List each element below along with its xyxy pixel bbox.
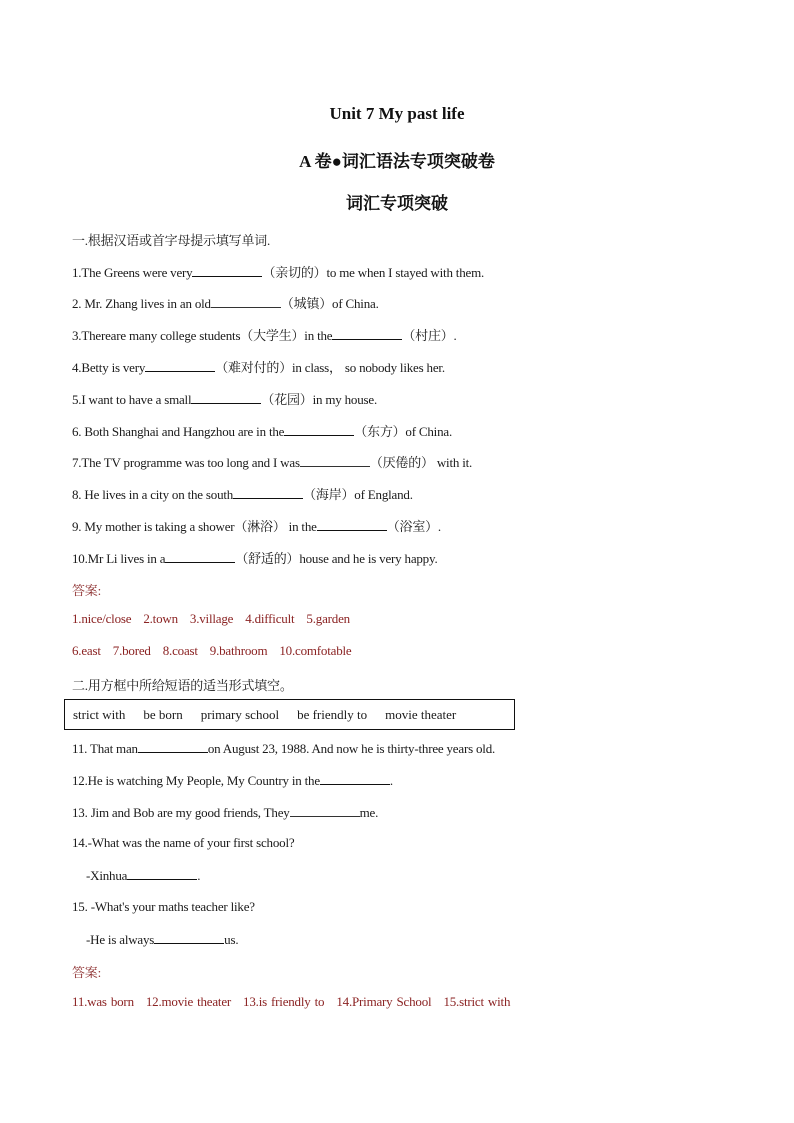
question-text: me. xyxy=(359,805,379,820)
question-11 xyxy=(72,740,495,757)
part1-instruction: 一.根据汉语或首字母提示填写单词. xyxy=(72,233,271,248)
question-text: 13. Jim and Bob are my good friends, They xyxy=(72,805,290,820)
answer-item: 13.is friendly to xyxy=(243,994,325,1009)
question-text: us. xyxy=(224,932,239,947)
answer-blank[interactable] xyxy=(317,518,387,531)
answer-blank[interactable] xyxy=(165,550,235,563)
phrase-item: strict with xyxy=(73,706,126,722)
part2-instruction: 二.用方框中所给短语的适当形式填空。 xyxy=(72,678,293,693)
answer-item: 12.movie theater xyxy=(145,994,232,1009)
question-text: 12.He is watching My People, My Country in the xyxy=(72,773,320,788)
question-2 xyxy=(72,293,379,312)
answer-item: 2.town xyxy=(143,611,178,626)
question-text: -He is always xyxy=(86,932,155,947)
answer-blank[interactable] xyxy=(145,359,215,372)
question-14-response xyxy=(86,867,200,884)
question-12 xyxy=(72,772,393,789)
answer-blank[interactable] xyxy=(138,740,208,753)
phrase-item: movie theater xyxy=(385,706,457,722)
question-1 xyxy=(72,262,484,281)
question-text: 3.Thereare many college students（大学生）in the xyxy=(72,328,333,343)
phrase-item: be born xyxy=(143,706,183,722)
question-text: （花园）in my house. xyxy=(261,392,377,407)
question-text: 9. My mother is taking a shower（淋浴） in the xyxy=(72,519,317,534)
question-4 xyxy=(72,357,445,376)
answer-item: 7.bored xyxy=(112,643,151,658)
answer-item: 4.difficult xyxy=(245,611,295,626)
question-text: （舒适的）house and he is very happy. xyxy=(235,551,438,566)
question-text: 1.The Greens were very xyxy=(72,265,193,280)
question-13 xyxy=(72,804,378,821)
answer-item: 9.bathroom xyxy=(209,643,268,658)
answer-item: 1.nice/close xyxy=(72,611,132,626)
question-text: 6. Both Shanghai and Hangzhou are in the xyxy=(72,424,285,439)
question-9 xyxy=(72,516,441,535)
answer-label: 答案: xyxy=(72,965,102,980)
question-text: （难对付的）in class， so nobody likes her. xyxy=(215,360,445,375)
question-text: 10.Mr Li lives in a xyxy=(72,551,166,566)
answers-row-3 xyxy=(72,994,522,1010)
question-text: . xyxy=(197,868,201,883)
answer-item: 11.was born xyxy=(72,994,134,1009)
answer-blank[interactable] xyxy=(192,264,262,277)
question-text: 7.The TV programme was too long and I was xyxy=(72,455,300,470)
question-3 xyxy=(72,325,457,344)
question-text: -Xinhua xyxy=(86,868,128,883)
question-10 xyxy=(72,548,438,567)
question-8 xyxy=(72,484,413,503)
answer-blank[interactable] xyxy=(233,486,303,499)
phrase-box xyxy=(64,699,515,730)
phrase-item: primary school xyxy=(200,706,280,722)
answer-blank[interactable] xyxy=(320,772,390,785)
question-text: 2. Mr. Zhang lives in an old xyxy=(72,296,211,311)
answer-item: 5.garden xyxy=(306,611,350,626)
question-text: （厌倦的） with it. xyxy=(369,455,473,470)
question-text: （海岸）of England. xyxy=(303,487,413,502)
answer-label: 答案: xyxy=(72,583,102,598)
answer-item: 10.comfotable xyxy=(279,643,352,658)
answer-item: 8.coast xyxy=(162,643,198,658)
answer-item: 14.Primary School xyxy=(336,994,432,1009)
answer-item: 3.village xyxy=(189,611,234,626)
question-14: 14.-What was the name of your first school? xyxy=(72,835,295,850)
answer-blank[interactable] xyxy=(191,391,261,404)
question-15: 15. -What's your maths teacher like? xyxy=(72,899,255,914)
answer-blank[interactable] xyxy=(211,295,281,308)
question-5 xyxy=(72,389,377,408)
question-text: on August 23, 1988. And now he is thirty-three years old. xyxy=(207,741,496,756)
answer-blank[interactable] xyxy=(154,931,224,944)
question-text: 4.Betty is very xyxy=(72,360,146,375)
paper-subtitle: A 卷●词汇语法专项突破卷 xyxy=(299,152,495,171)
answer-blank[interactable] xyxy=(284,423,354,436)
question-text: （城镇）of China. xyxy=(280,296,379,311)
answer-item: 15.strict with xyxy=(443,994,511,1009)
question-text: 11. That man xyxy=(72,741,138,756)
answer-blank[interactable] xyxy=(300,454,370,467)
phrase-item: be friendly to xyxy=(297,706,368,722)
answers-row-1 xyxy=(72,611,362,627)
unit-title: Unit 7 My past life xyxy=(329,104,465,123)
question-15-response xyxy=(86,931,238,948)
question-text: 8. He lives in a city on the south xyxy=(72,487,234,502)
answers-row-2 xyxy=(72,643,363,659)
question-text: （亲切的）to me when I stayed with them. xyxy=(262,265,485,280)
section-title: 词汇专项突破 xyxy=(346,194,448,213)
question-text: . xyxy=(389,773,393,788)
question-text: （村庄）. xyxy=(402,328,457,343)
answer-blank[interactable] xyxy=(127,867,197,880)
question-text: （浴室）. xyxy=(386,519,441,534)
question-text: 5.I want to have a small xyxy=(72,392,192,407)
question-6 xyxy=(72,421,452,440)
question-7 xyxy=(72,452,472,471)
question-text: （东方）of China. xyxy=(354,424,453,439)
answer-blank[interactable] xyxy=(332,327,402,340)
answer-item: 6.east xyxy=(72,643,101,658)
answer-blank[interactable] xyxy=(290,804,360,817)
